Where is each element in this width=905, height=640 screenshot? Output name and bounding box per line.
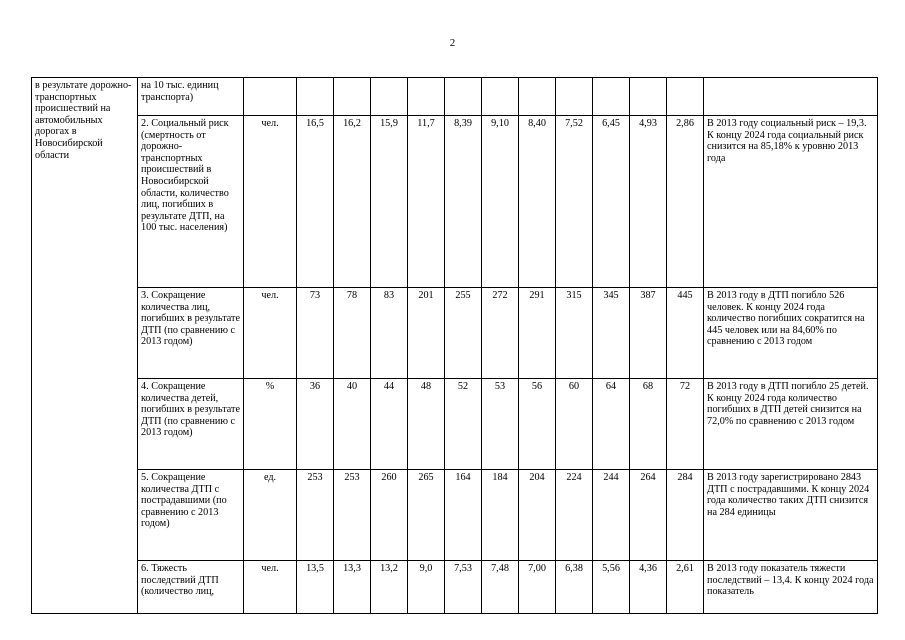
value-cell: 48 (408, 379, 445, 470)
value-cell: 164 (445, 470, 482, 561)
value-cell: 445 (667, 288, 704, 379)
value-cell: 13,2 (371, 561, 408, 614)
value-cell: 284 (667, 470, 704, 561)
indicator-cell: 5. Сокращение количества ДТП с пострадавшими (по сравнению с 2013 годом) (138, 470, 244, 561)
value-cell: 44 (371, 379, 408, 470)
value-cell: 13,5 (297, 561, 334, 614)
value-cell: 68 (630, 379, 667, 470)
value-cell (556, 78, 593, 116)
value-cell: 4,93 (630, 116, 667, 288)
value-cell: 6,45 (593, 116, 630, 288)
note-cell (704, 78, 878, 116)
indicator-cell: 2. Социальный риск (смертность от дорожно-транспортных происшествий в Новосибирской области, количество лиц, погибших в результате ДТП, на 100 тыс. населения) (138, 116, 244, 288)
value-cell: 40 (334, 379, 371, 470)
value-cell: 7,00 (519, 561, 556, 614)
table-row (32, 288, 878, 379)
value-cell: 8,39 (445, 116, 482, 288)
unit-cell (244, 78, 297, 116)
unit-cell: ед. (244, 470, 297, 561)
value-cell: 64 (593, 379, 630, 470)
value-cell (408, 78, 445, 116)
value-cell (334, 78, 371, 116)
value-cell: 244 (593, 470, 630, 561)
value-cell: 253 (297, 470, 334, 561)
value-cell: 7,52 (556, 116, 593, 288)
indicator-cell: 6. Тяжесть последствий ДТП (количество лиц, (138, 561, 244, 614)
note-cell: В 2013 году в ДТП погибло 25 детей. К концу 2024 года количество погибших в ДТП детей снизится на 72,0% по сравнению с 2013 годом (704, 379, 878, 470)
value-cell: 78 (334, 288, 371, 379)
value-cell: 253 (334, 470, 371, 561)
value-cell: 272 (482, 288, 519, 379)
table-row (32, 561, 878, 614)
table-row (32, 116, 878, 288)
value-cell: 4,36 (630, 561, 667, 614)
value-cell: 9,10 (482, 116, 519, 288)
value-cell: 204 (519, 470, 556, 561)
indicator-cell: 3. Сокращение количества лиц, погибших в результате ДТП (по сравнению с 2013 годом) (138, 288, 244, 379)
unit-cell: чел. (244, 561, 297, 614)
value-cell: 345 (593, 288, 630, 379)
value-cell: 83 (371, 288, 408, 379)
value-cell: 53 (482, 379, 519, 470)
value-cell: 13,3 (334, 561, 371, 614)
unit-cell: чел. (244, 116, 297, 288)
value-cell (297, 78, 334, 116)
value-cell: 224 (556, 470, 593, 561)
table-row (32, 78, 878, 116)
value-cell (519, 78, 556, 116)
value-cell: 2,61 (667, 561, 704, 614)
note-cell: В 2013 году показатель тяжести последствий – 13,4. К концу 2024 года показатель (704, 561, 878, 614)
value-cell (667, 78, 704, 116)
note-cell: В 2013 году социальный риск – 19,3. К концу 2024 года социальный риск снизится на 85,18% к уровню 2013 года (704, 116, 878, 288)
value-cell: 264 (630, 470, 667, 561)
unit-cell: чел. (244, 288, 297, 379)
value-cell: 201 (408, 288, 445, 379)
unit-cell: % (244, 379, 297, 470)
value-cell (593, 78, 630, 116)
value-cell: 7,53 (445, 561, 482, 614)
value-cell: 265 (408, 470, 445, 561)
value-cell: 16,5 (297, 116, 334, 288)
note-cell: В 2013 году в ДТП погибло 526 человек. К концу 2024 года количество погибших сократится на 445 человек или на 84,60% по сравнению с 2013 годом (704, 288, 878, 379)
value-cell (445, 78, 482, 116)
indicators-table (31, 77, 878, 614)
value-cell: 315 (556, 288, 593, 379)
value-cell: 387 (630, 288, 667, 379)
value-cell: 11,7 (408, 116, 445, 288)
value-cell: 5,56 (593, 561, 630, 614)
goal-cell: в результате дорожно-транспортных происшествий на автомобильных дорогах в Новосибирской области (32, 78, 138, 614)
value-cell: 184 (482, 470, 519, 561)
table-row (32, 379, 878, 470)
value-cell: 7,48 (482, 561, 519, 614)
value-cell: 16,2 (334, 116, 371, 288)
value-cell: 255 (445, 288, 482, 379)
value-cell: 8,40 (519, 116, 556, 288)
table-row (32, 470, 878, 561)
value-cell: 6,38 (556, 561, 593, 614)
indicator-cell: 4. Сокращение количества детей, погибших в результате ДТП (по сравнению с 2013 годом) (138, 379, 244, 470)
value-cell (482, 78, 519, 116)
value-cell: 15,9 (371, 116, 408, 288)
note-cell: В 2013 году зарегистрировано 2843 ДТП с пострадавшими. К концу 2024 года количество таких ДТП снизится на 284 единицы (704, 470, 878, 561)
value-cell: 60 (556, 379, 593, 470)
page-number: 2 (449, 37, 456, 49)
value-cell: 9,0 (408, 561, 445, 614)
value-cell: 36 (297, 379, 334, 470)
indicator-cell: на 10 тыс. единиц транспорта) (138, 78, 244, 116)
value-cell (371, 78, 408, 116)
value-cell: 260 (371, 470, 408, 561)
value-cell: 2,86 (667, 116, 704, 288)
value-cell: 52 (445, 379, 482, 470)
value-cell (630, 78, 667, 116)
value-cell: 291 (519, 288, 556, 379)
value-cell: 73 (297, 288, 334, 379)
value-cell: 56 (519, 379, 556, 470)
value-cell: 72 (667, 379, 704, 470)
